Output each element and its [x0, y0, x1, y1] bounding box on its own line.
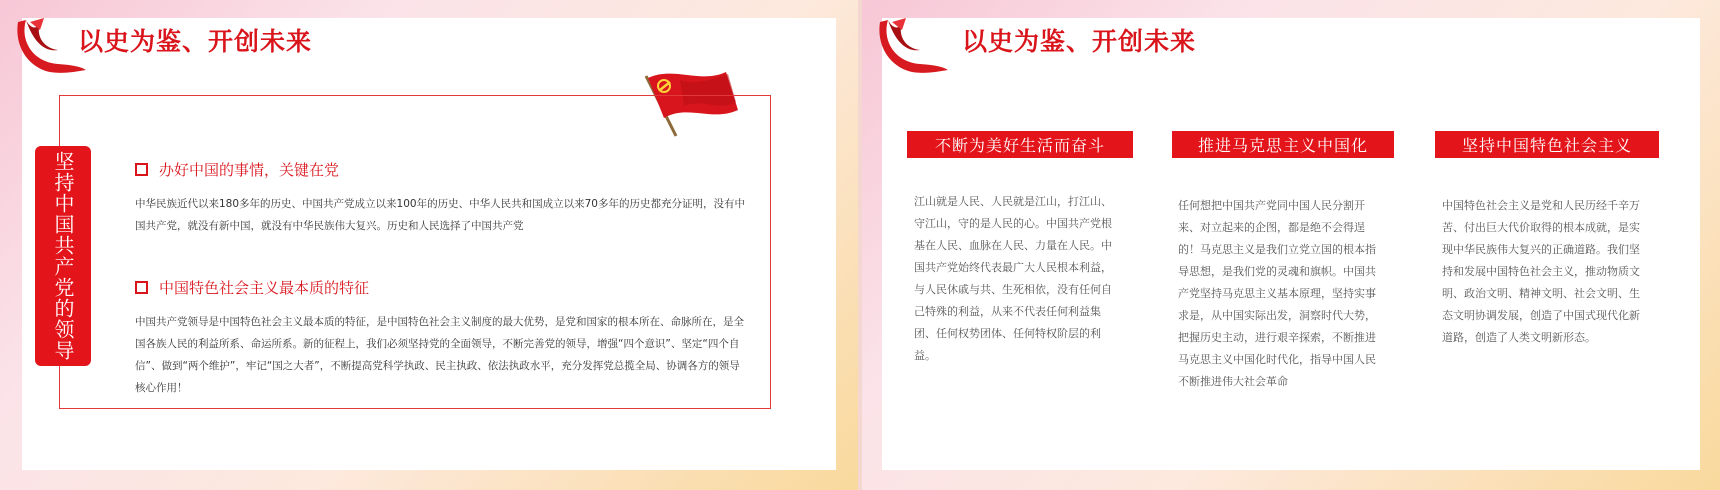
- ribbon-icon: [0, 0, 90, 80]
- section-2-heading: [135, 277, 369, 298]
- column-3-body: 中国特色社会主义是党和人民历经千辛万苦、付出巨大代价取得的根本成就，是实现中华民族伟大复兴的正确道路。我们坚持和发展中国特色社会主义，推动物质文明、政治文明、精神文明、社会文明、生态文明协调发展，创造了中国式现代化新道路，创造了人类文明新形态。: [1442, 199, 1640, 344]
- square-bullet-icon: [135, 281, 148, 294]
- section-2-heading-text: 中国特色社会主义最本质的特征: [159, 279, 370, 297]
- page-title: 以史为鉴、开创未来: [962, 27, 1197, 56]
- vertical-label-bar: [35, 146, 91, 366]
- ribbon-icon: [862, 0, 952, 80]
- column-3-heading: 坚持中国特色社会主义: [1435, 131, 1659, 158]
- column-1-body: 江山就是人民、人民就是江山，打江山、守江山，守的是人民的心。中国共产党根基在人民、血脉在人民、力量在人民。中国共产党始终代表最广大人民根本利益，与人民休戚与共、生死相依，没有任何自己特殊的利益，从来不代表任何利益集团、任何权势团体、任何特权阶层的利益。: [914, 195, 1112, 362]
- column-2-heading: 推进马克思主义中国化: [1172, 131, 1394, 158]
- page-title: 以史为鉴、开创未来: [78, 27, 313, 56]
- column-2-body: 任何想把中国共产党同中国人民分割开来、对立起来的企图，都是绝不会得逞的！马克思主义是我们立党立国的根本指导思想，是我们党的灵魂和旗帜。中国共产党坚持马克思主义基本原理，坚持实事求是，从中国实际出发，洞察时代大势，把握历史主动，进行艰辛探索，不断推进马克思主义中国化时代化，指导中国人民不断推进伟大社会革命: [1178, 199, 1376, 388]
- column-1-heading: 不断为美好生活而奋斗: [907, 131, 1133, 158]
- square-bullet-icon: [135, 163, 148, 176]
- slide-1: [0, 0, 858, 490]
- section-2-body: 中国共产党领导是中国特色社会主义最本质的特征，是中国特色社会主义制度的最大优势，是党和国家的根本所在、命脉所在，是全国各族人民的利益所系、命运所系。新的征程上，我们必须坚持党的全面领导，不断完善党的领导，增强“四个意识”、坚定“四个自信”、做到“两个维护”，牢记“国之大者”，不断提高党科学执政、民主执政、依法执政水平，充分发挥党总揽全局、协调各方的领导核心作用！: [135, 316, 744, 394]
- slide-2: [862, 0, 1720, 490]
- vertical-label: 坚持中国共产党的领导: [51, 151, 75, 361]
- section-1-body: 中华民族近代以来180多年的历史、中国共产党成立以来100年的历史、中华人民共和国成立以来70多年的历史都充分证明，没有中国共产党，就没有新中国，就没有中华民族伟大复兴。历史和人民选择了中国共产党: [135, 198, 745, 232]
- section-1-heading: [135, 159, 339, 180]
- section-1-heading-text: 办好中国的事情，关键在党: [159, 161, 340, 179]
